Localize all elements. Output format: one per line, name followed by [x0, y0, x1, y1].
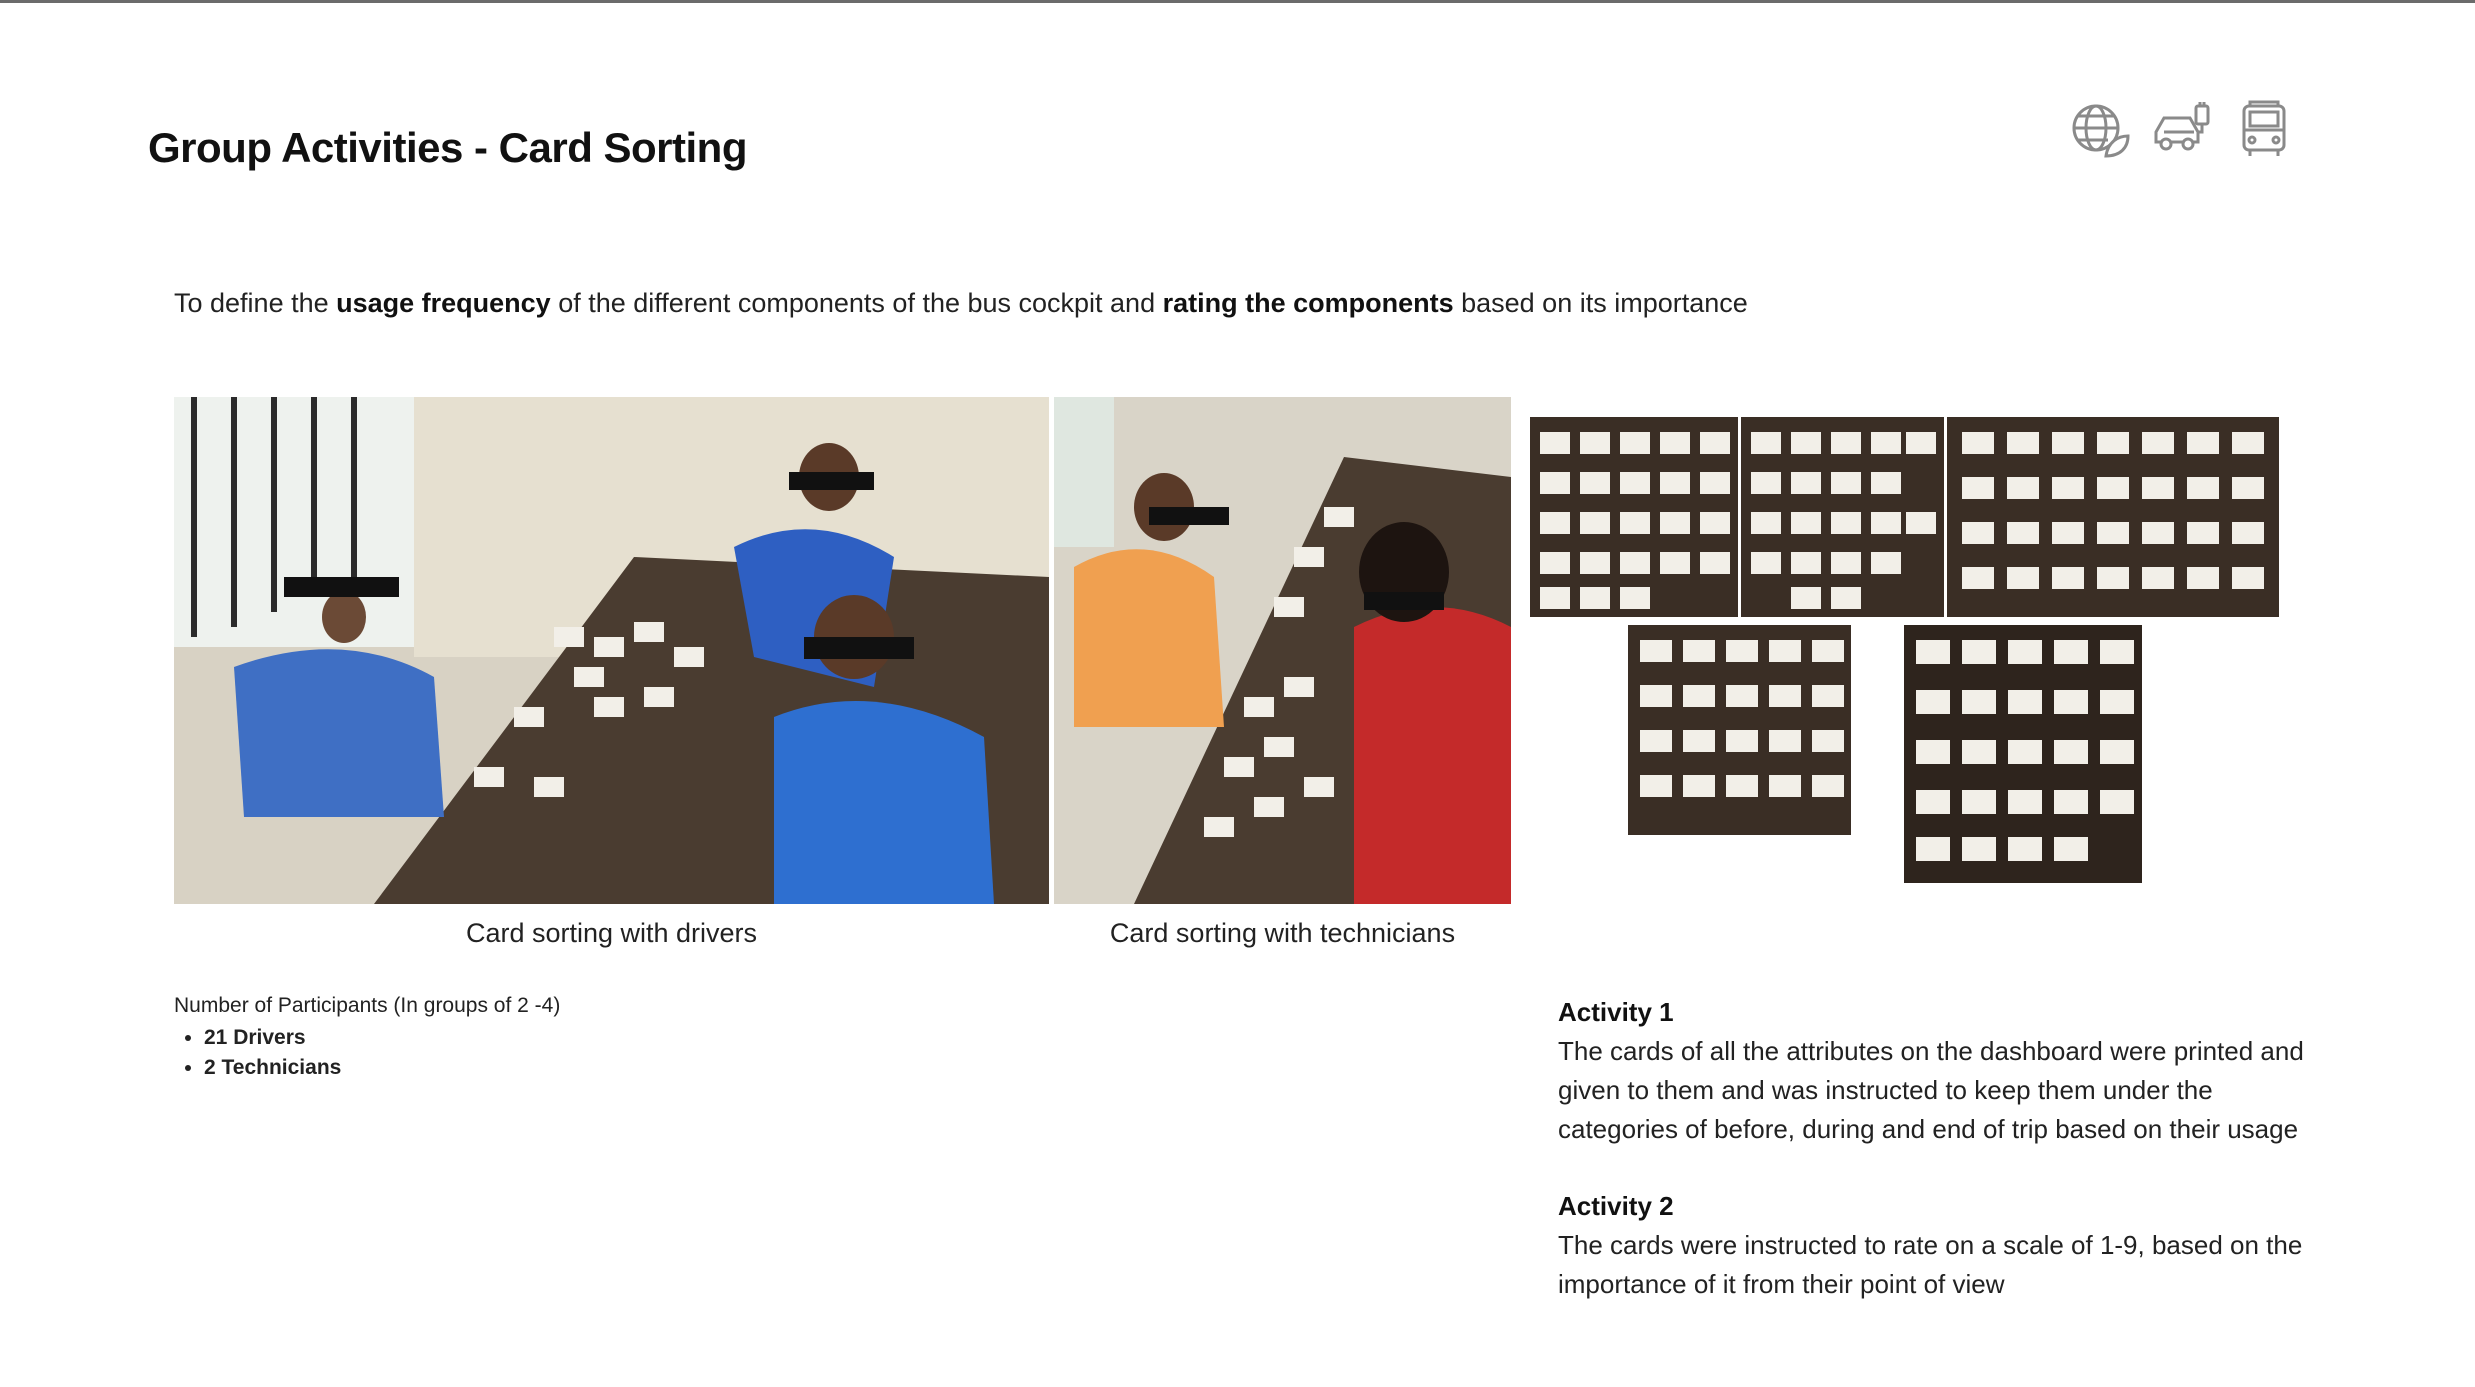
card-collage-1 [1530, 417, 1738, 617]
activity-2 [1558, 1187, 2328, 1304]
participants-item: • 21 Drivers [204, 1026, 560, 1050]
page-title: Group Activities - Card Sorting [148, 124, 747, 171]
activity-1 [1558, 993, 2328, 1149]
participants-heading: Number of Participants (In groups of 2 -4) [174, 994, 561, 1017]
photo-drivers [174, 397, 1049, 904]
card-collage-4 [1628, 625, 1851, 835]
caption-technicians: Card sorting with technicians [1109, 918, 1456, 948]
header-icons [2068, 98, 2296, 162]
top-border [0, 0, 2475, 3]
electric-car-icon [2150, 98, 2214, 162]
card-collage-2 [1741, 417, 1944, 617]
participants-item: • 2 Technicians [204, 1056, 560, 1080]
card-collage-5 [1904, 625, 2142, 883]
intro-text: To define the usage frequency of the different components of the bus cockpit and rating the components based on its importance [174, 288, 1748, 318]
photo-technicians [1054, 397, 1511, 904]
activity-2-text: The cards were instructed to rate on a scale of 1-9, based on the importance of it from their point of view [1558, 1230, 2303, 1299]
activity-1-title: Activity 1 [1558, 997, 1674, 1027]
caption-drivers: Card sorting with drivers [465, 918, 758, 948]
activity-2-title: Activity 2 [1558, 1191, 1674, 1221]
activity-1-text: The cards of all the attributes on the dashboard were printed and given to them and was instructed to keep them under the categories of before, during and end of trip based on their usage [1558, 1036, 2304, 1144]
card-collage-3 [1947, 417, 2279, 617]
bus-icon [2232, 98, 2296, 162]
participants-list [174, 1026, 560, 1080]
globe-leaf-icon [2068, 98, 2132, 162]
participants-block [174, 994, 560, 1086]
